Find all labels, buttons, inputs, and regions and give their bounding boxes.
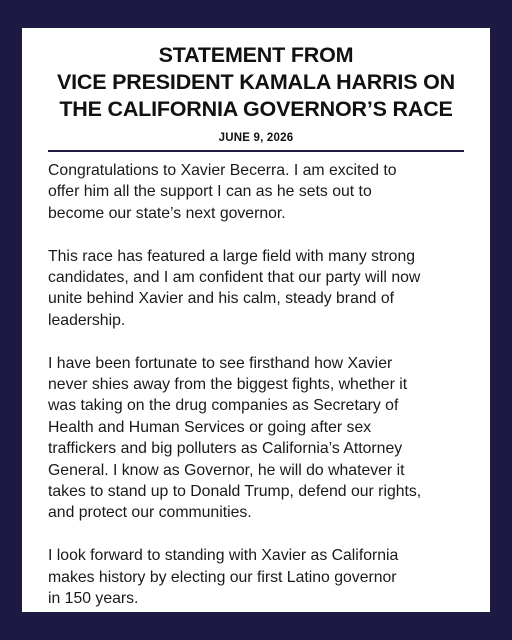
text-line: traffickers and big polluters as California’s Attorney: [48, 440, 403, 458]
title-line: THE CALIFORNIA GOVERNOR’S RACE: [59, 97, 453, 121]
text-line: takes to stand up to Donald Trump, defend our rights,: [48, 483, 422, 501]
paragraph-race: [48, 246, 464, 332]
paragraph-closing: [48, 545, 464, 609]
text-line: candidates, and I am confident that our party will now: [48, 269, 421, 287]
text-line: This race has featured a large field with many strong: [48, 247, 416, 265]
title-line: STATEMENT FROM: [158, 43, 354, 67]
text-line: in 150 years.: [48, 590, 139, 608]
text-line: become our state’s next governor.: [48, 204, 286, 222]
statement-card: [22, 28, 490, 612]
statement-title: [48, 42, 464, 123]
text-line: makes history by electing our first Latino governor: [48, 568, 397, 586]
text-line: leadership.: [48, 311, 126, 329]
text-line: offer him all the support I can as he sets out to: [48, 183, 372, 201]
divider: [48, 150, 464, 152]
title-line: VICE PRESIDENT KAMALA HARRIS ON: [57, 70, 455, 94]
paragraph-record: [48, 353, 464, 524]
text-line: I look forward to standing with Xavier as California: [48, 547, 399, 565]
statement-date: JUNE 9, 2026: [218, 132, 294, 144]
text-line: unite behind Xavier and his calm, steady brand of: [48, 290, 394, 308]
text-line: I have been fortunate to see firsthand how Xavier: [48, 354, 393, 372]
text-line: General. I know as Governor, he will do whatever it: [48, 461, 405, 479]
text-line: and protect our communities.: [48, 504, 252, 522]
text-line: Congratulations to Xavier Becerra. I am excited to: [48, 162, 397, 179]
paragraph-congratulations: [48, 160, 464, 224]
text-line: never shies away from the biggest fights, whether it: [48, 376, 408, 394]
text-line: Health and Human Services or going after sex: [48, 418, 372, 436]
text-line: was taking on the drug companies as Secretary of: [48, 397, 399, 415]
